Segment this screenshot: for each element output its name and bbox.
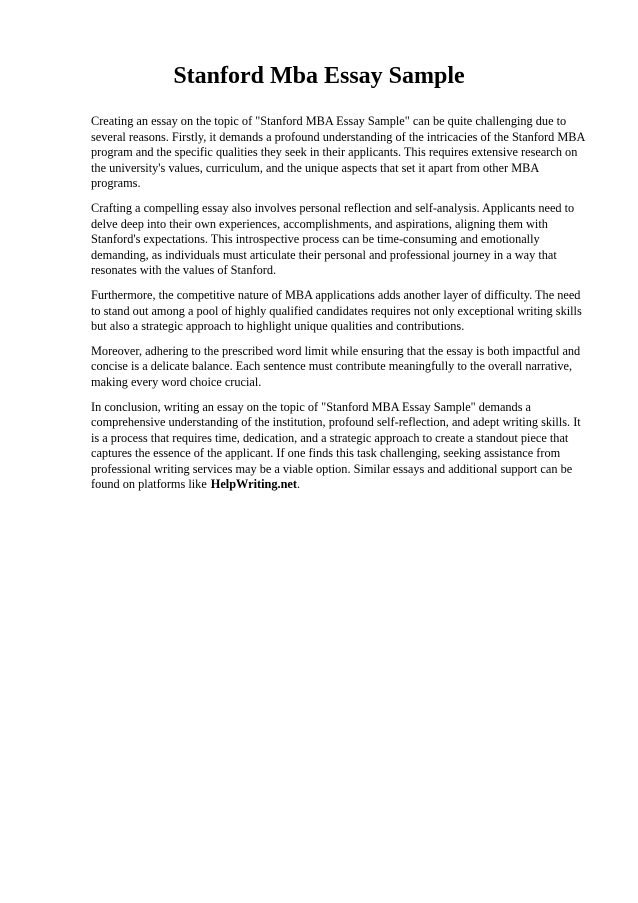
paragraph-3: Furthermore, the competitive nature of MBA applications adds another layer of difficulty. The need to stand out among a pool of highly qualified candidates requires not only exceptional writing skills but also a strategic approach to highlight unique qualities and contributions. (91, 287, 582, 334)
paragraph-2: Crafting a compelling essay also involves personal reflection and self-analysis. Applicants need to delve deep into their own experiences, accomplishments, and aspirations, aligning them with Stanford's expectations. This introspective process can be time-consuming and emotionally demanding, as individuals must articulate their personal and professional journey in a way that resonates with the values of Stanford. (91, 200, 575, 278)
paragraph-4: Moreover, adhering to the prescribed word limit while ensuring that the essay is both impactful and concise is a delicate balance. Each sentence must contribute meaningfully to the overall narrative, making every word choice crucial. (91, 343, 581, 389)
helpwriting-link[interactable]: HelpWriting.net (210, 477, 297, 492)
paragraph-1: Creating an essay on the topic of "Stanford MBA Essay Sample" can be quite challenging due to several reasons. Firstly, it demands a profound understanding of the intricacies of the Stanford MBA program and the specific qualities they seek in their applicants. This requires extensive research on the university's values, curriculum, and the unique aspects that set it apart from other MBA programs. (91, 114, 585, 191)
document-title: Stanford Mba Essay Sample (173, 63, 465, 89)
conclusion-end-punct: . (296, 477, 301, 492)
conclusion-text: In conclusion, writing an essay on the topic of "Stanford MBA Essay Sample" demands a comprehensive understanding of the institution, profound self-reflection, and adept writing skills. It is a process that requires time, dedication, and a strategic approach to create a standout piece that captures the essence of the applicant. If one finds this task challenging, seeking assistance from professional writing services may be a viable option. Similar essays and additional support can be found on platforms like (91, 399, 581, 492)
paragraph-conclusion (91, 400, 591, 494)
